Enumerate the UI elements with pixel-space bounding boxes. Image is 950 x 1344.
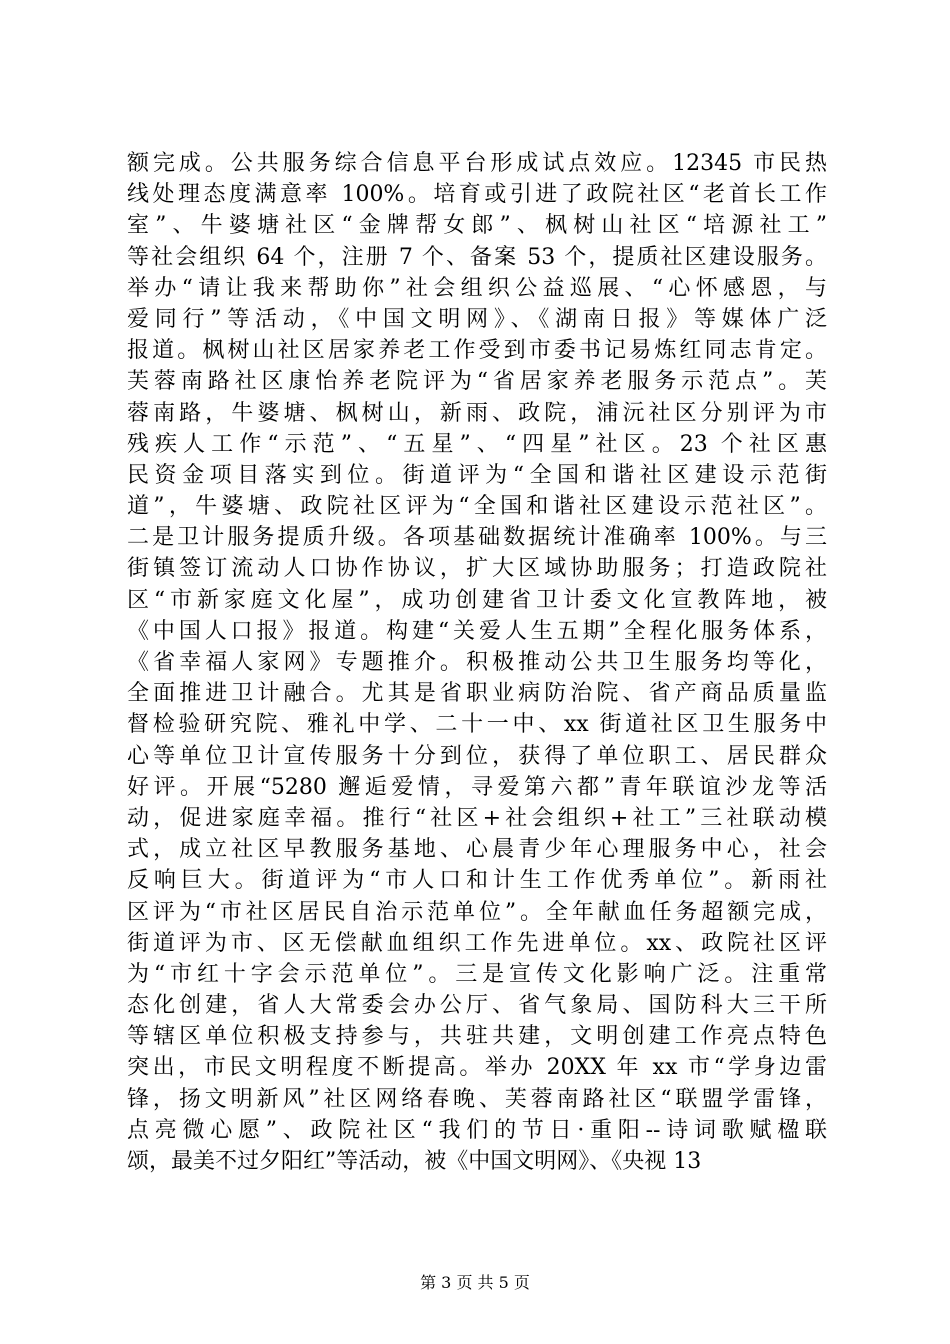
text-line: 《省幸福人家网》专题推介。积极推动公共卫生服务均等化， <box>127 650 827 675</box>
text-line: 道”，牛婆塘、政院社区评为“全国和谐社区建设示范社区”。 <box>127 494 827 520</box>
text-line: 民资金项目落实到位。街道评为“全国和谐社区建设示范街 <box>127 462 827 488</box>
text-line: 好评。开展“5280 邂逅爱情，寻爱第六都”青年联谊沙龙等活 <box>127 774 827 800</box>
text-line: 《中国人口报》报道。构建“关爱人生五期”全程化服务体系， <box>127 618 827 644</box>
text-line: 动，促进家庭幸福。推行“社区+社会组织+社工”三社联动模 <box>127 805 827 831</box>
text-line: 区“市新家庭文化屋”，成功创建省卫计委文化宣教阵地，被 <box>127 587 827 613</box>
text-line: 颂，最美不过夕阳红”等活动，被《中国文明网》、《央视 13 <box>127 1149 702 1174</box>
text-line: 点亮微心愿”、政院社区“我们的节日·重阳--诗词歌赋楹联 <box>127 1117 827 1143</box>
text-line: 二是卫计服务提质升级。各项基础数据统计准确率 100%。与三 <box>127 525 827 551</box>
text-line: 为“市红十字会示范单位”。三是宣传文化影响广泛。注重常 <box>127 961 827 987</box>
text-line: 爱同行”等活动，《中国文明网》、《湖南日报》等媒体广泛 <box>127 306 827 332</box>
text-line: 式，成立社区早教服务基地、心晨青少年心理服务中心，社会 <box>127 837 827 863</box>
text-line: 街道评为市、区无偿献血组织工作先进单位。xx、政院社区评 <box>127 930 827 956</box>
text-line: 等辖区单位积极支持参与，共驻共建，文明创建工作亮点特色 <box>127 1024 827 1050</box>
text-line: 线处理态度满意率 100%。培育或引进了政院社区“老首长工作 <box>127 182 827 208</box>
text-line: 反响巨大。街道评为“市人口和计生工作优秀单位”。新雨社 <box>127 868 827 894</box>
text-line: 残疾人工作“示范”、“五星”、“四星”社区。23 个社区惠 <box>127 431 827 457</box>
text-line: 督检验研究院、雅礼中学、二十一中、xx 街道社区卫生服务中 <box>127 712 827 738</box>
text-line: 街镇签订流动人口协作协议，扩大区域协助服务；打造政院社 <box>127 556 827 582</box>
text-line: 室”、牛婆塘社区“金牌帮女郎”、枫树山社区“培源社工” <box>127 213 827 239</box>
text-line: 锋，扬文明新风”社区网络春晚、芙蓉南路社区“联盟学雷锋， <box>127 1086 827 1112</box>
text-line: 蓉南路，牛婆塘、枫树山，新雨、政院，浦沅社区分别评为市 <box>127 400 827 426</box>
text-line: 全面推进卫计融合。尤其是省职业病防治院、省产商品质量监 <box>127 681 827 707</box>
page-footer: 第 3 页 共 5 页 <box>420 1273 530 1292</box>
text-line: 区评为“市社区居民自治示范单位”。全年献血任务超额完成， <box>127 899 827 925</box>
text-line: 报道。枫树山社区居家养老工作受到市委书记易炼红同志肯定。 <box>127 338 827 364</box>
body-text <box>127 148 827 1177</box>
text-line: 等社会组织 64 个，注册 7 个、备案 53 个，提质社区建设服务。 <box>127 244 827 270</box>
text-line: 举办“请让我来帮助你”社会组织公益巡展、“心怀感恩，与 <box>127 275 827 301</box>
text-line: 突出，市民文明程度不断提高。举办 20XX 年 xx 市“学身边雷 <box>127 1055 827 1081</box>
text-line: 态化创建，省人大常委会办公厅、省气象局、国防科大三干所 <box>127 993 827 1019</box>
text-line: 心等单位卫计宣传服务十分到位，获得了单位职工、居民群众 <box>127 743 827 769</box>
text-line: 额完成。公共服务综合信息平台形成试点效应。12345 市民热 <box>127 151 827 176</box>
text-line: 芙蓉南路社区康怡养老院评为“省居家养老服务示范点”。芙 <box>127 369 827 395</box>
